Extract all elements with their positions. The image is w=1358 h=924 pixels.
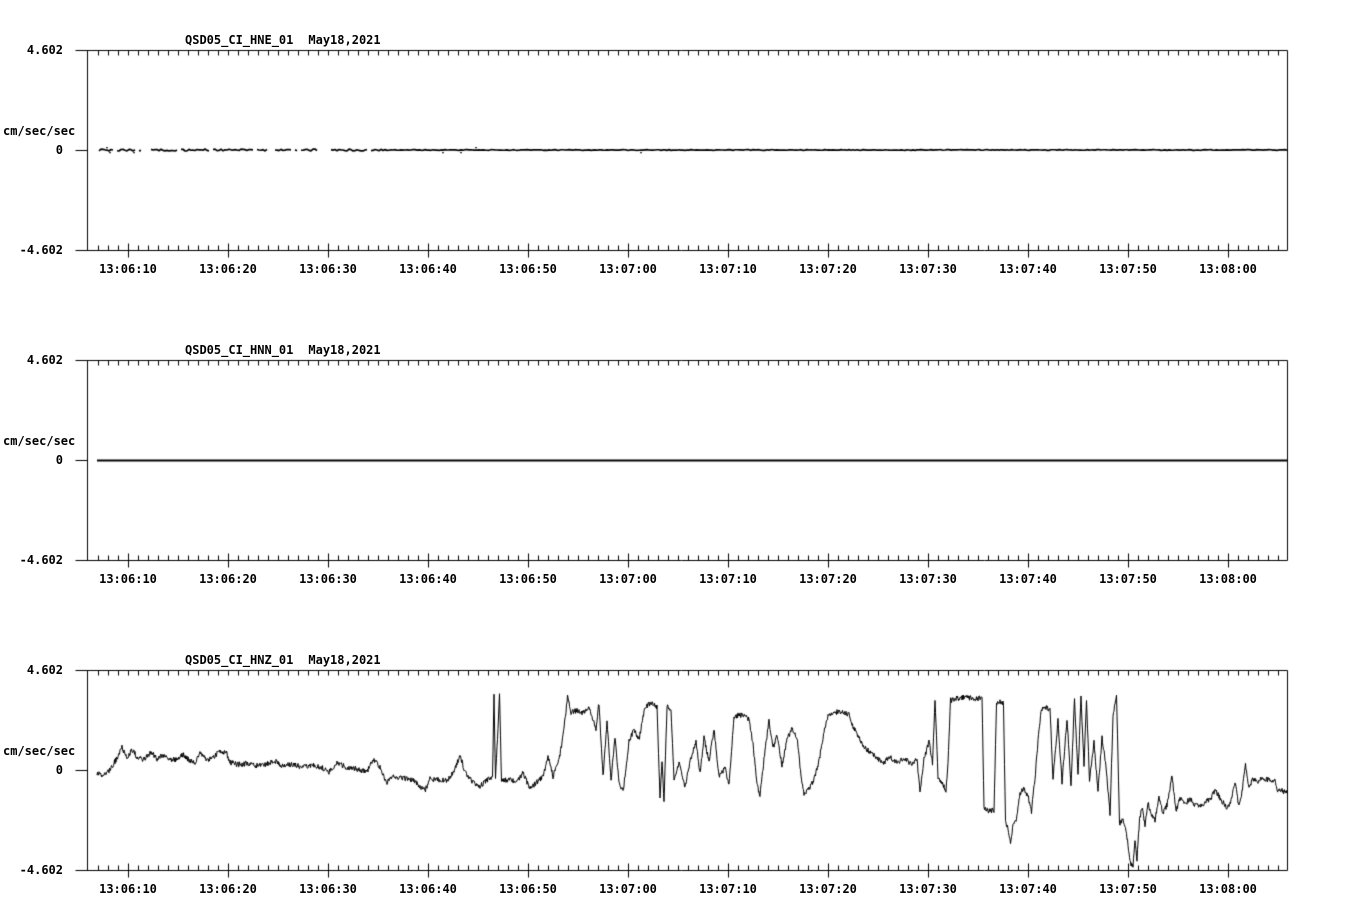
x-tick-label: 13:06:10 xyxy=(99,572,157,586)
x-tick-label: 13:06:20 xyxy=(199,262,257,276)
x-tick-label: 13:08:00 xyxy=(1199,572,1257,586)
y-axis-min-label: -4.602 xyxy=(19,553,63,567)
y-axis-max-label: 4.602 xyxy=(26,353,63,367)
x-tick-label: 13:07:30 xyxy=(899,572,957,586)
y-axis-zero-label: 0 xyxy=(55,763,63,777)
x-tick-label: 13:07:10 xyxy=(699,262,757,276)
x-tick-label: 13:08:00 xyxy=(1199,882,1257,896)
date-label: May18,2021 xyxy=(308,653,381,667)
x-tick-label: 13:07:40 xyxy=(999,262,1057,276)
station-code-label: QSD05_CI_HNE_01 xyxy=(185,33,294,47)
y-axis-zero-label: 0 xyxy=(55,143,63,157)
x-tick-label: 13:07:00 xyxy=(599,262,657,276)
x-tick-label: 13:07:50 xyxy=(1099,572,1157,586)
x-tick-label: 13:06:50 xyxy=(499,572,557,586)
y-axis-max-label: 4.602 xyxy=(26,663,63,677)
station-code-label: QSD05_CI_HNZ_01 xyxy=(185,653,294,667)
x-tick-label: 13:06:40 xyxy=(399,572,457,586)
x-tick-label: 13:07:30 xyxy=(899,882,957,896)
x-tick-label: 13:07:20 xyxy=(799,882,857,896)
x-tick-label: 13:07:50 xyxy=(1099,262,1157,276)
y-axis-units-label: cm/sec/sec xyxy=(3,434,76,448)
x-tick-label: 13:07:40 xyxy=(999,572,1057,586)
y-axis-min-label: -4.602 xyxy=(19,243,63,257)
x-tick-label: 13:07:30 xyxy=(899,262,957,276)
y-axis-zero-label: 0 xyxy=(55,453,63,467)
panel-2-title xyxy=(185,343,381,357)
x-tick-label: 13:06:30 xyxy=(299,572,357,586)
x-tick-label: 13:06:30 xyxy=(299,882,357,896)
x-tick-label: 13:06:20 xyxy=(199,572,257,586)
y-axis-units-label: cm/sec/sec xyxy=(3,744,76,758)
panel-3-title xyxy=(185,653,381,667)
x-tick-label: 13:07:40 xyxy=(999,882,1057,896)
panel-1-title xyxy=(185,33,381,47)
y-axis-max-label: 4.602 xyxy=(26,43,63,57)
x-tick-label: 13:07:10 xyxy=(699,882,757,896)
x-tick-label: 13:07:20 xyxy=(799,262,857,276)
x-tick-label: 13:07:00 xyxy=(599,882,657,896)
x-tick-label: 13:06:40 xyxy=(399,882,457,896)
x-tick-label: 13:08:00 xyxy=(1199,262,1257,276)
y-axis-min-label: -4.602 xyxy=(19,863,63,877)
x-tick-label: 13:06:10 xyxy=(99,262,157,276)
x-tick-label: 13:07:20 xyxy=(799,572,857,586)
x-tick-label: 13:06:50 xyxy=(499,882,557,896)
x-tick-label: 13:06:40 xyxy=(399,262,457,276)
x-tick-label: 13:06:30 xyxy=(299,262,357,276)
x-tick-label: 13:07:10 xyxy=(699,572,757,586)
date-label: May18,2021 xyxy=(308,343,381,357)
x-tick-label: 13:06:20 xyxy=(199,882,257,896)
x-tick-label: 13:06:10 xyxy=(99,882,157,896)
x-tick-label: 13:07:00 xyxy=(599,572,657,586)
date-label: May18,2021 xyxy=(308,33,381,47)
x-tick-label: 13:06:50 xyxy=(499,262,557,276)
x-tick-label: 13:07:50 xyxy=(1099,882,1157,896)
station-code-label: QSD05_CI_HNN_01 xyxy=(185,343,294,357)
y-axis-units-label: cm/sec/sec xyxy=(3,124,76,138)
